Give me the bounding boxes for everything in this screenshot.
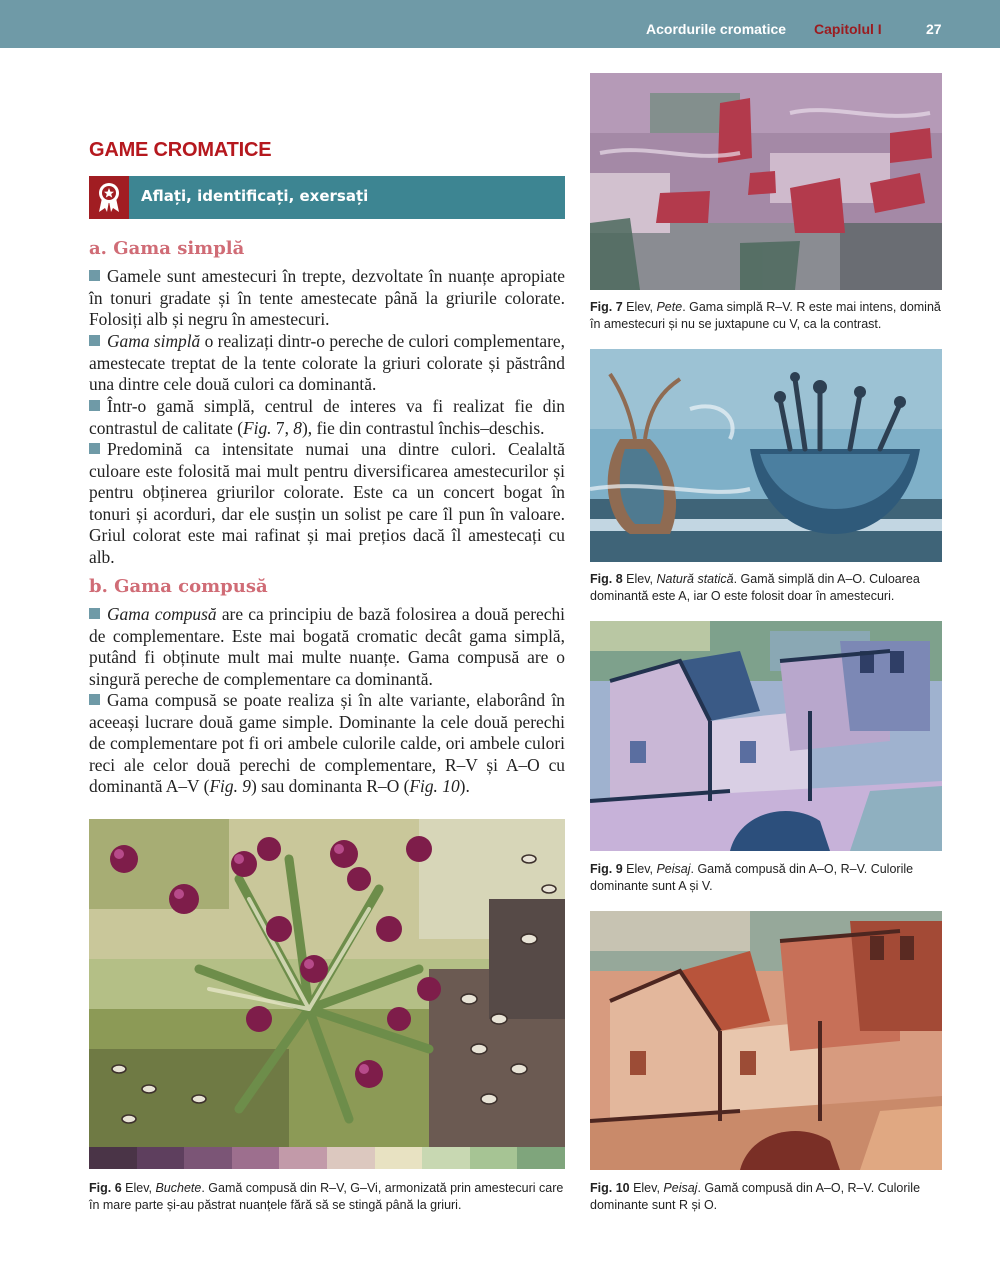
color-swatch: [422, 1147, 470, 1169]
running-title: Acordurile cromatice: [646, 21, 787, 37]
color-swatch: [327, 1147, 375, 1169]
paragraph: Gama simplă o realizați dintr-o pereche de culori complementare, amestecate treptat de la tente colorate la griuri colorate și păstrând una dintre cele două culori ca dominantă.: [89, 331, 565, 395]
paragraph: Într-o gamă simplă, centrul de interes va fi realizat fie din contrastul de calitate (Fig. 7, 8), fie din contrastul închis–deschis.: [89, 396, 565, 438]
activity-banner: [89, 176, 565, 219]
color-swatch: [137, 1147, 185, 1169]
paragraph: Gamele sunt amestecuri în trepte, dezvoltate în nuanțe apropiate în tonuri gradate și în tente amestecate până la griurile colorate. Folosiți alb și negru în amestecuri.: [89, 266, 565, 330]
color-swatch-strip: [89, 1147, 565, 1169]
caption-fig8: Fig. 8 Elev, Natură statică. Gamă simplă din A–O. Culoarea dominantă este A, iar O este folosit doar în amestecuri.: [590, 572, 920, 603]
painting-buchete: [89, 819, 565, 1147]
bullet-square-icon: [89, 270, 100, 281]
banner-text: Aflați, identificați, exersați: [141, 187, 369, 205]
bullet-square-icon: [89, 608, 100, 619]
color-swatch: [184, 1147, 232, 1169]
paragraph: Gama compusă are ca principiu de bază folosirea a două perechi de complementare. Este mai bogată cromatic decât gama simplă, putând fi obținute mult mai multe nuanțe. Gama compusă are o singură pereche de complementare ca dominantă.: [89, 604, 565, 689]
color-swatch: [89, 1147, 137, 1169]
caption-fig10: Fig. 10 Elev, Peisaj. Gamă compusă din A–O, R–V. Culorile dominante sunt R și O.: [590, 1181, 921, 1212]
painting-peisaj-fig9: [590, 621, 942, 851]
color-swatch: [375, 1147, 423, 1169]
caption-fig6: Fig. 6 Elev, Buchete. Gamă compusă din R–V, G–Vi, armonizată prin amestecuri care în mare parte și-au păstrat nuanțele fără să se stingă până la griuri.: [89, 1181, 564, 1212]
bullet-square-icon: [89, 443, 100, 454]
color-swatch: [470, 1147, 518, 1169]
color-swatch: [232, 1147, 280, 1169]
heading-gama-compusa: b. Gama compusă: [89, 576, 268, 597]
painting-peisaj-fig10: [590, 911, 942, 1170]
bullet-square-icon: [89, 335, 100, 346]
color-swatch: [279, 1147, 327, 1169]
ribbon-award-icon: [89, 176, 129, 219]
painting-natura-statica: [590, 349, 942, 562]
caption-fig9: Fig. 9 Elev, Peisaj. Gamă compusă din A–O, R–V. Culorile dominante sunt A și V.: [590, 862, 914, 893]
paragraph: Gama compusă se poate realiza și în alte variante, elaborând în aceeași lucrare două game simple. Dominante la cele două perechi de complementare pot fi ori ambele culorile calde, ori ambele culori reci ale celor două perechi de complementare, R–V și A–O cu dominantă A–V (Fig. 9) sau dominanta R–O (Fig. 10).: [89, 690, 565, 797]
painting-pete: [590, 73, 942, 290]
section-title: GAME CROMATICE: [89, 139, 272, 161]
page-number: 27: [926, 21, 942, 37]
color-swatch: [517, 1147, 565, 1169]
paragraph: Predomină ca intensitate numai una dintre culori. Cealaltă culoare este folosită mai mult pentru diversificarea amestecurilor și pentru obținerea griurilor colorate. Este ca un concert bogat în tonuri și acorduri, dar ele susțin un solist pe care îl pun în valoare. Griul colorat este mai rafinat și mai prețios dacă îl amestecați cu alb.: [89, 439, 565, 567]
chapter-label: Capitolul I: [814, 21, 882, 37]
bullet-square-icon: [89, 694, 100, 705]
bullet-square-icon: [89, 400, 100, 411]
caption-fig7: Fig. 7 Elev, Pete. Gama simplă R–V. R este mai intens, domină în amestecuri și nu se juxtapune cu V, ca la contrast.: [590, 300, 941, 331]
heading-gama-simpla: a. Gama simplă: [89, 238, 245, 259]
